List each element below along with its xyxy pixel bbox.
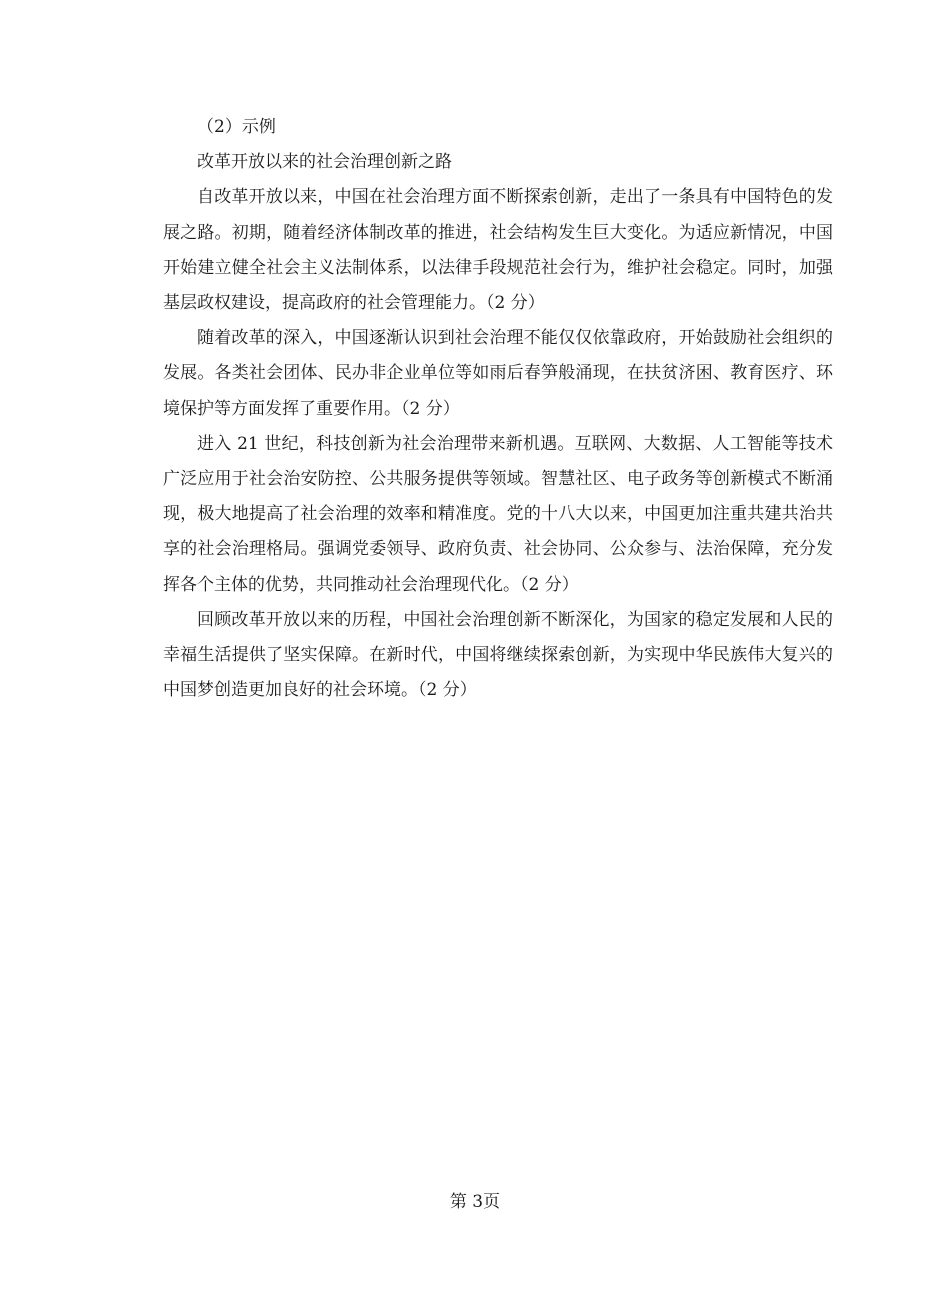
answer-content xyxy=(163,110,833,708)
paragraph-4: 回顾改革开放以来的历程，中国社会治理创新不断深化，为国家的稳定发展和人民的幸福生活提供了坚实保障。在新时代，中国将继续探索创新，为实现中华民族伟大复兴的中国梦创造更加良好的社会环境。（2 分） xyxy=(163,609,833,701)
essay-title: 改革开放以来的社会治理创新之路 xyxy=(197,152,452,173)
paragraph-1: 自改革开放以来，中国在社会治理方面不断探索创新，走出了一条具有中国特色的发展之路。初期，随着经济体制改革的推进，社会结构发生巨大变化。为适应新情况，中国开始建立健全社会主义法制体系，以法律手段规范社会行为，维护社会稳定。同时，加强基层政权建设，提高政府的社会管理能力。（2 分） xyxy=(163,187,833,314)
paragraph-2: 随着改革的深入，中国逐渐认识到社会治理不能仅仅依靠政府，开始鼓励社会组织的发展。各类社会团体、民办非企业单位等如雨后春笋般涌现，在扶贫济困、教育医疗、环境保护等方面发挥了重要作用。（2 分） xyxy=(163,328,833,419)
paragraph-3: 进入 21 世纪，科技创新为社会治理带来新机遇。互联网、大数据、人工智能等技术广泛应用于社会治安防控、公共服务提供等领域。智慧社区、电子政务等创新模式不断涌现，极大地提高了社会治理的效率和精准度。党的十八大以来，中国更加注重共建共治共享的社会治理格局。强调党委领导、政府负责、社会协同、公众参与、法治保障，充分发挥各个主体的优势，共同推动社会治理现代化。（2 分） xyxy=(163,433,833,595)
item-label: （2）示例 xyxy=(197,117,276,137)
page-number: 第 3页 xyxy=(449,1192,501,1212)
